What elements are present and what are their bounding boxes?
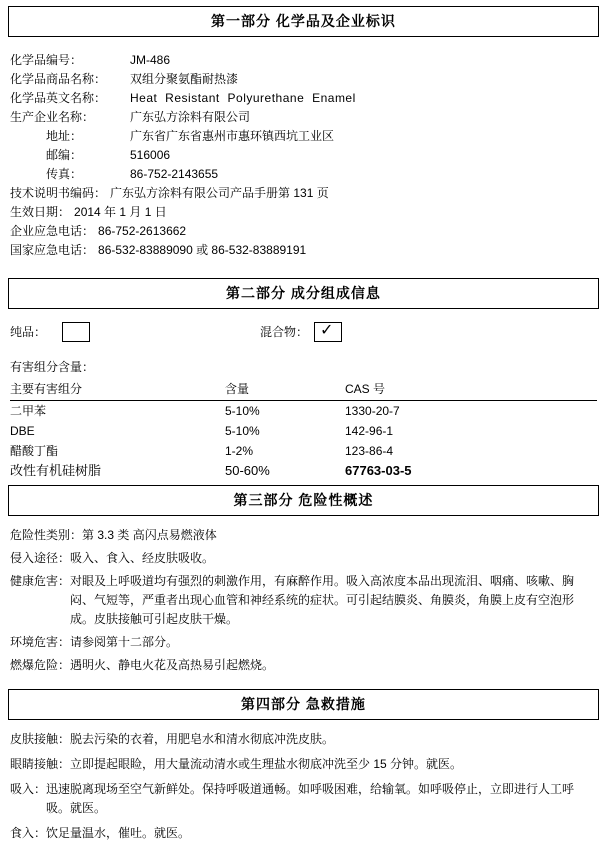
purity-checkbox[interactable] [62, 322, 90, 342]
section-header-2: 第二部分 成分组成信息 [8, 278, 599, 309]
section-4-body [0, 730, 607, 843]
cell-cas: 1330-20-7 [345, 404, 400, 418]
field-value: 双组分聚氨酯耐热漆 [130, 72, 239, 86]
field-row [10, 146, 597, 165]
column-header-component: 主要有害组分 [10, 379, 225, 401]
firstaid-label: 皮肤接触： [10, 732, 71, 746]
check-icon: ✓ [320, 322, 334, 339]
cell-content: 5-10% [225, 404, 260, 418]
firstaid-text: 饮足量温水，催吐。就医。 [46, 826, 191, 840]
field-row [10, 70, 597, 89]
table-row [10, 421, 597, 441]
cell-component: 改性有机硅树脂 [10, 463, 102, 478]
field-label: 技术说明书编码： [10, 186, 107, 200]
firstaid-label: 食入： [10, 826, 47, 840]
purity-label: 纯品： [10, 325, 47, 339]
cell-cas: 67763-03-5 [345, 463, 412, 478]
firstaid-text: 立即提起眼睑，用大量流动清水或生理盐水彻底冲洗至少 15 分钟。就医。 [70, 757, 463, 771]
firstaid-item [10, 780, 597, 818]
field-row [10, 127, 597, 146]
field-value: 86-752-2613662 [98, 224, 187, 238]
purity-row [10, 321, 597, 343]
hazard-item [10, 656, 597, 675]
mixture-checkbox[interactable] [314, 322, 342, 342]
section-1-body [0, 37, 607, 260]
section-header-3: 第三部分 危险性概述 [8, 485, 599, 516]
firstaid-label: 吸入： [10, 782, 47, 796]
hazard-text: 第 3.3 类 高闪点易燃液体 [82, 528, 217, 542]
field-value: JM-486 [130, 53, 171, 67]
field-value: 广东弘方涂料有限公司产品手册第 131 页 [110, 186, 329, 200]
firstaid-item [10, 824, 597, 843]
section-3-body [0, 526, 607, 675]
hazard-text: 请参阅第十二部分。 [70, 635, 179, 649]
field-label: 生效日期： [10, 205, 71, 219]
hazard-text: 对眼及上呼吸道均有强烈的刺激作用，有麻醉作用。吸入高浓度本品出现流泪、咽痛、咳嗽、胸闷、气短等，严重者出现心血管和神经系统的症状。可引起结膜炎、角膜炎，角膜上皮有空泡形成。皮肤接触可引起皮肤干燥。 [70, 574, 575, 626]
hazard-label: 危险性类别： [10, 528, 83, 542]
field-label: 传真： [46, 167, 83, 181]
field-label: 企业应急电话： [10, 224, 95, 238]
field-value: 86-532-83889090 或 86-532-83889191 [98, 243, 307, 257]
field-row [10, 108, 597, 127]
cell-cas: 142-96-1 [345, 424, 394, 438]
table-row [10, 441, 597, 461]
firstaid-label: 眼睛接触： [10, 757, 71, 771]
field-label: 化学品商品名称： [10, 72, 107, 86]
field-value: 516006 [130, 148, 171, 162]
column-header-content: 含量 [225, 379, 345, 401]
field-label: 化学品英文名称： [10, 91, 107, 105]
field-label: 地址： [46, 129, 83, 143]
hazard-label: 燃爆危险： [10, 658, 71, 672]
cell-component: DBE [10, 424, 35, 438]
cell-content: 50-60% [225, 463, 270, 478]
field-row [10, 184, 597, 203]
firstaid-text: 迅速脱离现场至空气新鲜处。保持呼吸道通畅。如呼吸困难，给输氧。如呼吸停止，立即进行人工呼吸。就医。 [46, 782, 575, 815]
cell-content: 5-10% [225, 424, 260, 438]
field-row [10, 203, 597, 222]
field-value: 广东弘方涂料有限公司 [130, 110, 251, 124]
field-label: 化学品编号： [10, 53, 83, 67]
hazard-label: 环境危害： [10, 635, 71, 649]
section-header-1: 第一部分 化学品及企业标识 [8, 6, 599, 37]
table-row [10, 461, 597, 481]
field-label: 邮编： [46, 148, 83, 162]
composition-title: 有害组分含量： [10, 360, 95, 374]
hazard-item [10, 549, 597, 568]
column-header-cas: CAS 号 [345, 379, 597, 401]
field-row [10, 165, 597, 184]
cell-cas: 123-86-4 [345, 444, 394, 458]
cell-content: 1-2% [225, 444, 254, 458]
field-value: 广东省广东省惠州市惠环镇西坑工业区 [130, 129, 335, 143]
hazard-text: 吸入、食入、经皮肤吸收。 [70, 551, 215, 565]
hazard-item [10, 526, 597, 545]
firstaid-text: 脱去污染的衣着，用肥皂水和清水彻底冲洗皮肤。 [70, 732, 335, 746]
field-row [10, 89, 597, 108]
mixture-label: 混合物： [260, 325, 309, 339]
table-row [10, 401, 597, 422]
composition-table [10, 379, 597, 481]
section-2-body [0, 321, 607, 481]
field-label: 国家应急电话： [10, 243, 95, 257]
field-value: 2014 年 1 月 1 日 [74, 205, 167, 219]
field-value: 86-752-2143655 [130, 167, 219, 181]
field-row [10, 241, 597, 260]
section-header-4: 第四部分 急救措施 [8, 689, 599, 720]
cell-component: 二甲苯 [10, 404, 47, 418]
hazard-label: 侵入途径： [10, 551, 71, 565]
hazard-label: 健康危害： [10, 574, 71, 588]
hazard-text: 遇明火、静电火花及高热易引起燃烧。 [70, 658, 275, 672]
hazard-item [10, 572, 597, 629]
field-row [10, 51, 597, 70]
table-header-row [10, 379, 597, 401]
hazard-item [10, 633, 597, 652]
firstaid-item [10, 730, 597, 749]
cell-component: 醋酸丁酯 [10, 444, 59, 458]
field-row [10, 222, 597, 241]
field-value: Heat Resistant Polyurethane Enamel [130, 91, 356, 105]
firstaid-item [10, 755, 597, 774]
field-label: 生产企业名称： [10, 110, 95, 124]
